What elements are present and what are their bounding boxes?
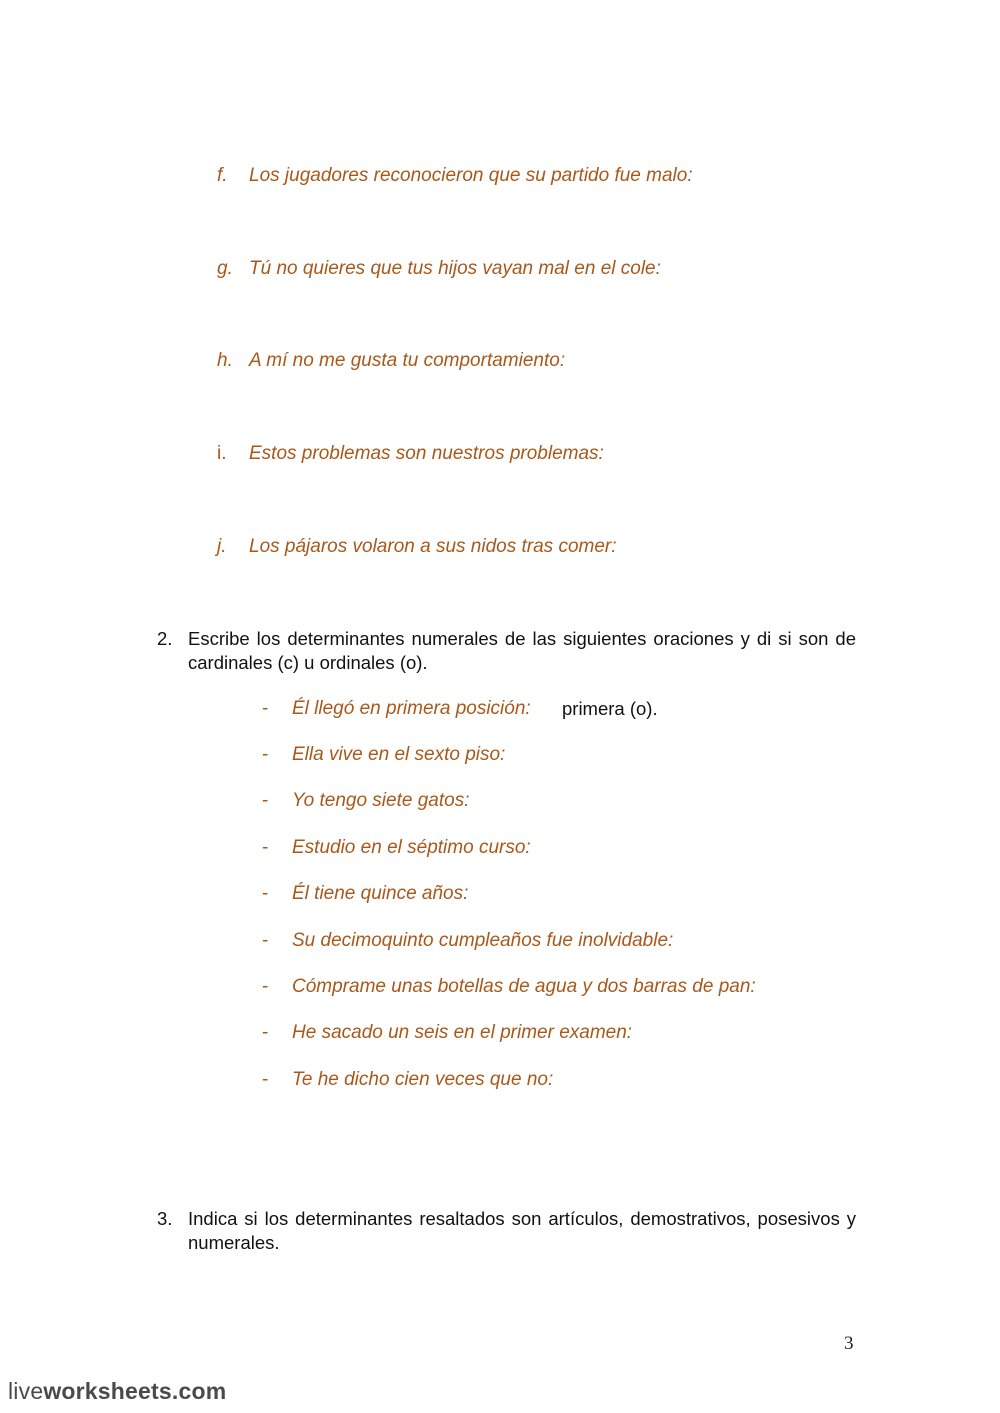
numeral-item-2: Ella vive en el sexto piso: <box>292 744 506 765</box>
bullet-dash: - <box>262 698 269 719</box>
item-g-letter: g. <box>217 258 233 279</box>
numeral-item-8: He sacado un seis en el primer examen: <box>292 1022 633 1043</box>
item-h-letter: h. <box>217 350 233 371</box>
numeral-item-3: Yo tengo siete gatos: <box>292 790 470 811</box>
bullet-dash: - <box>262 930 269 951</box>
item-f-letter: f. <box>217 165 228 186</box>
numeral-item-1: Él llegó en primera posición: <box>292 698 531 719</box>
numeral-item-9: Te he dicho cien veces que no: <box>292 1069 554 1090</box>
numeral-item-1-answer: primera (o). <box>562 698 658 719</box>
item-f-text: Los jugadores reconocieron que su partido fue malo: <box>249 165 693 186</box>
brand-part-worksheets: worksheets.com <box>43 1378 227 1404</box>
item-j-letter: j. <box>217 536 227 557</box>
bullet-dash: - <box>262 976 269 997</box>
numeral-item-6: Su decimoquinto cumpleaños fue inolvidable: <box>292 930 674 951</box>
page-number: 3 <box>844 1333 854 1354</box>
exercise-3-instruction: Indica si los determinantes resaltados son artículos, demostrativos, posesivos y numerales. <box>188 1208 856 1253</box>
bullet-dash: - <box>262 837 269 858</box>
exercise-3-number: 3. <box>157 1208 173 1229</box>
liveworksheets-logo <box>8 1378 226 1405</box>
bullet-dash: - <box>262 1069 269 1090</box>
bullet-dash: - <box>262 744 269 765</box>
brand-part-live: live <box>8 1378 44 1404</box>
exercise-2-instruction: Escribe los determinantes numerales de las siguientes oraciones y di si son de cardinales (c) u ordinales (o). <box>188 628 856 673</box>
bullet-dash: - <box>262 790 269 811</box>
item-j-text: Los pájaros volaron a sus nidos tras comer: <box>249 536 617 557</box>
bullet-dash: - <box>262 1022 269 1043</box>
bullet-dash: - <box>262 883 269 904</box>
item-i-letter: i. <box>217 443 227 464</box>
numeral-item-7: Cómprame unas botellas de agua y dos barras de pan: <box>292 976 756 997</box>
item-i-text: Estos problemas son nuestros problemas: <box>249 443 604 464</box>
numeral-item-5: Él tiene quince años: <box>292 883 469 904</box>
exercise-2-number: 2. <box>157 628 173 649</box>
numeral-item-4: Estudio en el séptimo curso: <box>292 837 531 858</box>
item-g-text: Tú no quieres que tus hijos vayan mal en el cole: <box>249 258 661 279</box>
item-h-text: A mí no me gusta tu comportamiento: <box>249 350 566 371</box>
